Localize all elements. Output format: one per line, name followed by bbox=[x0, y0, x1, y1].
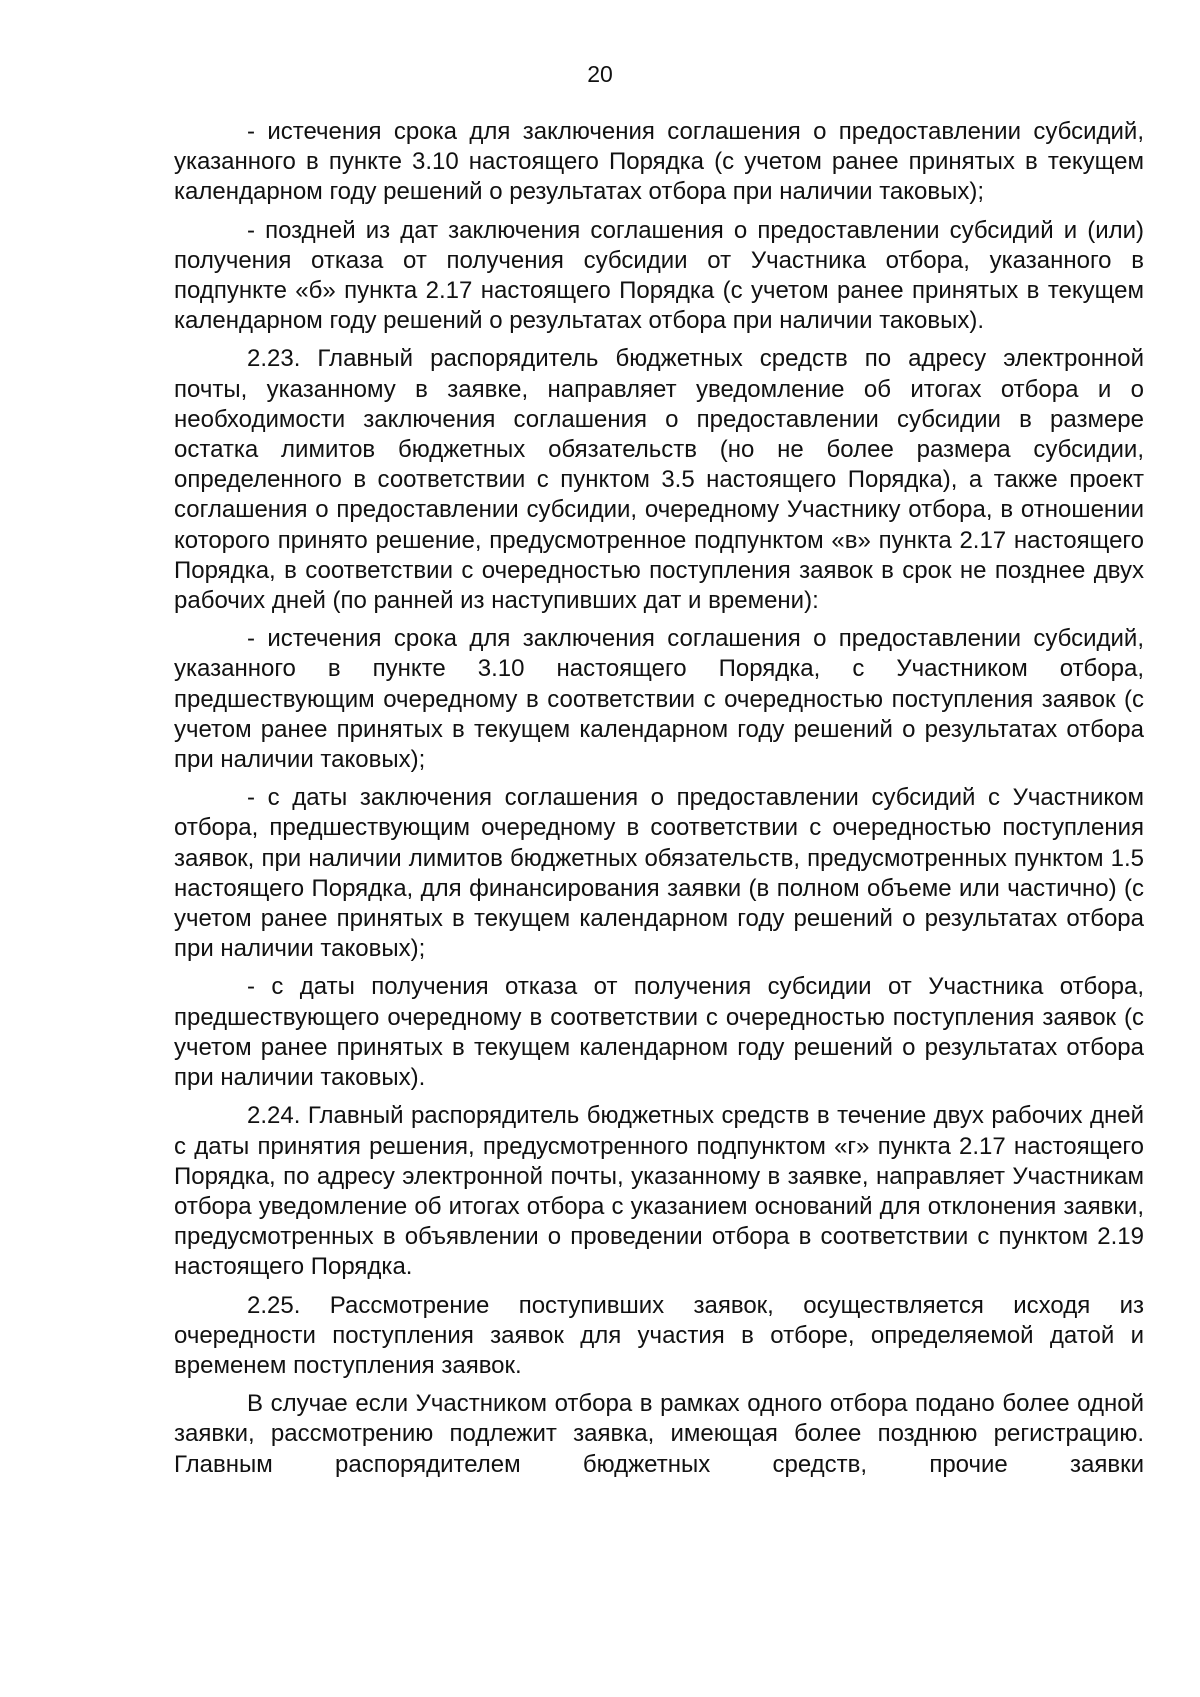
paragraph-2-24: 2.24. Главный распорядитель бюджетных средств в течение двух рабочих дней с даты принятия решения, предусмотренного подпунктом «г» пункта 2.17 настоящего Порядка, по адресу электронной почты, указанному в заявке, направляет Участникам отбора уведомление об итогах отбора с указанием оснований для отклонения заявки, предусмотренных в объявлении о проведении отбора в соответствии с пунктом 2.19 настоящего Порядка. bbox=[174, 1102, 1144, 1281]
document-body bbox=[174, 117, 1144, 1480]
page-number: 20 bbox=[587, 61, 613, 87]
paragraph-latest-date: - поздней из дат заключения соглашения о предоставлении субсидий и (или) получения отказа от получения субсидии от Участника отбора, указанного в подпункте «б» пункта 2.17 настоящего Порядка (с учетом ранее принятых в текущем календарном году решений о результатах отбора при наличии таковых). bbox=[174, 216, 1144, 335]
paragraph-2-25: 2.25. Рассмотрение поступивших заявок, осуществляется исходя из очередности поступления заявок для участия в отборе, определяемой датой и временем поступления заявок. bbox=[174, 1291, 1144, 1379]
paragraph-2-23: 2.23. Главный распорядитель бюджетных средств по адресу электронной почты, указанному в заявке, направляет уведомление об итогах отбора и о необходимости заключения соглашения о предоставлении субсидии в размере остатка лимитов бюджетных обязательств (но не более размера субсидии, определенного в соответствии с пунктом 3.5 настоящего Порядка), а также проект соглашения о предоставлении субсидии, очередному Участнику отбора, в отношении которого принято решение, предусмотренное подпунктом «в» пункта 2.17 настоящего Порядка, в соответствии с очередностью поступления заявок в срок не позднее двух рабочих дней (по ранней из наступивших дат и времени): bbox=[174, 345, 1144, 615]
paragraph-refusal-date: - с даты получения отказа от получения субсидии от Участника отбора, предшествующего очередному в соответствии с очередностью поступления заявок (с учетом ранее принятых в текущем календарном году решений о результатах отбора при наличии таковых). bbox=[174, 973, 1144, 1092]
paragraph-deadline-expiry: - истечения срока для заключения соглашения о предоставлении субсидий, указанного в пункте 3.10 настоящего Порядка (с учетом ранее принятых в текущем календарном году решений о результатах отбора при наличии таковых); bbox=[174, 118, 1144, 206]
paragraph-agreement-date: - с даты заключения соглашения о предоставлении субсидий с Участником отбора, предшествующим очередному в соответствии с очередностью поступления заявок, при наличии лимитов бюджетных обязательств, предусмотренных пунктом 1.5 настоящего Порядка, для финансирования заявки (в полном объеме или частично) (с учетом ранее принятых в текущем календарном году решений о результатах отбора при наличии таковых); bbox=[174, 784, 1144, 963]
paragraph-deadline-expiry-previous: - истечения срока для заключения соглашения о предоставлении субсидий, указанного в пункте 3.10 настоящего Порядка, с Участником отбора, предшествующим очередному в соответствии с очередностью поступления заявок (с учетом ранее принятых в текущем календарном году решений о результатах отбора при наличии таковых); bbox=[174, 625, 1144, 774]
paragraph-multiple-applications: В случае если Участником отбора в рамках одного отбора подано более одной заявки, рассмотрению подлежит заявка, имеющая более позднюю регистрацию. Главным распорядителем бюджетных средств, прочие заявки bbox=[174, 1390, 1144, 1478]
